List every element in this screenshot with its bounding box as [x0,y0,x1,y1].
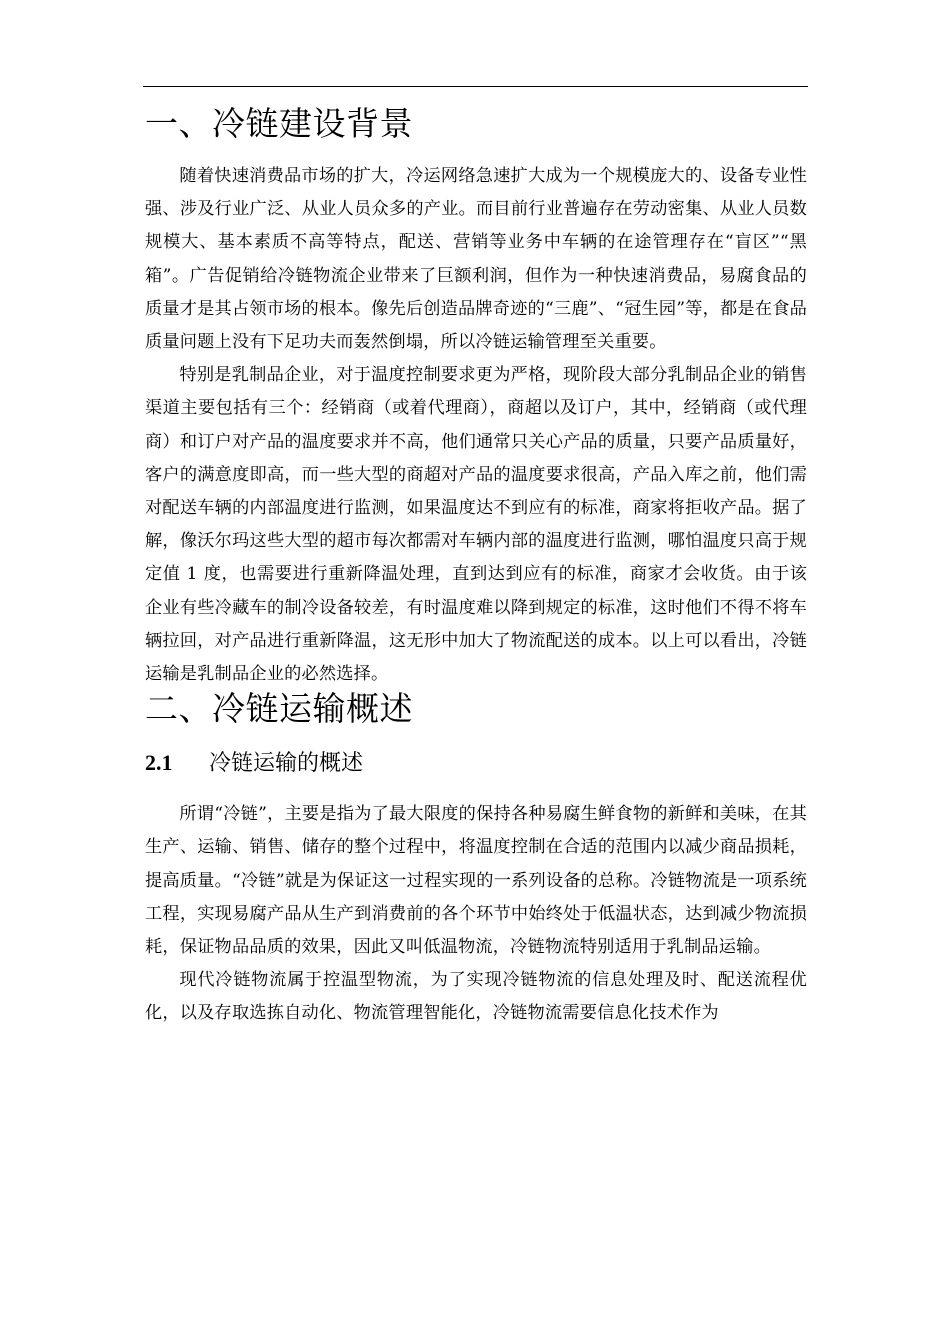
section-1-paragraph-2: 特别是乳制品企业，对于温度控制要求更为严格，现阶段大部分乳制品企业的销售渠道主要包括有三个：经销商（或着代理商），商超以及订户，其中，经销商（或代理商）和订户对产品的温度要求并不高，他们通常只关心产品的质量，只要产品质量好，客户的满意度即高，而一些大型的商超对产品的温度要求很高，产品入库之前，他们需对配送车辆的内部温度进行监测，如果温度达不到应有的标准，商家将拒收产品。据了解，像沃尔玛这些大型的超市每次都需对车辆内部的温度进行监测，哪怕温度只高于规定值 1 度，也需要进行重新降温处理，直到达到应有的标准，商家才会收货。由于该企业有些冷藏车的制冷设备较差，有时温度难以降到规定的标准，这时他们不得不将车辆拉回，对产品进行重新降温，这无形中加大了物流配送的成本。以上可以看出，冷链运输是乳制品企业的必然选择。 [145,365,807,685]
subsection-number: 2.1 [145,750,173,776]
subsection-2-1-paragraph-2: 现代冷链物流属于控温型物流，为了实现冷链物流的信息处理及时、配送流程优化，以及存取选拣自动化、物流管理智能化，冷链物流需要信息化技术作为 [145,970,807,1024]
subsection-title: 冷链运输的概述 [209,751,364,777]
section-heading-1: 一、冷链建设背景 [145,104,413,143]
section-heading-2: 二、冷链运输概述 [145,689,413,729]
section-1-paragraph-1: 随着快速消费品市场的扩大，冷运网络急速扩大成为一个规模庞大的、设备专业性强、涉及行业广泛、从业人员众多的产业。而目前行业普遍存在劳动密集、从业人员数规模大、基本素质不高等特点，配送、营销等业务中车辆的在途管理存在“盲区”“黑箱”。广告促销给冷链物流企业带来了巨额利润，但作为一种快速消费品，易腐食品的质量才是其占领市场的根本。像先后创造品牌奇迹的“三鹿”、“冠生园”等，都是在食品质量问题上没有下足功夫而轰然倒塌，所以冷链运输管理至关重要。 [145,166,807,353]
subsection-2-1-paragraph-1: 所谓“冷链”，主要是指为了最大限度的保持各种易腐生鲜食物的新鲜和美味，在其生产、运输、销售、储存的整个过程中，将温度控制在合适的范围内以减少商品损耗，提高质量。“冷链”就是为保证这一过程实现的一系列设备的总称。冷链物流是一项系统工程，实现易腐产品从生产到消费前的各个环节中始终处于低温状态，达到减少物流损耗，保证物品品质的效果，因此又叫低温物流，冷链物流特别适用于乳制品运输。 [145,804,807,958]
subsection-heading-2-1 [145,745,807,782]
header-rule [143,86,808,87]
document-body [145,100,807,1031]
